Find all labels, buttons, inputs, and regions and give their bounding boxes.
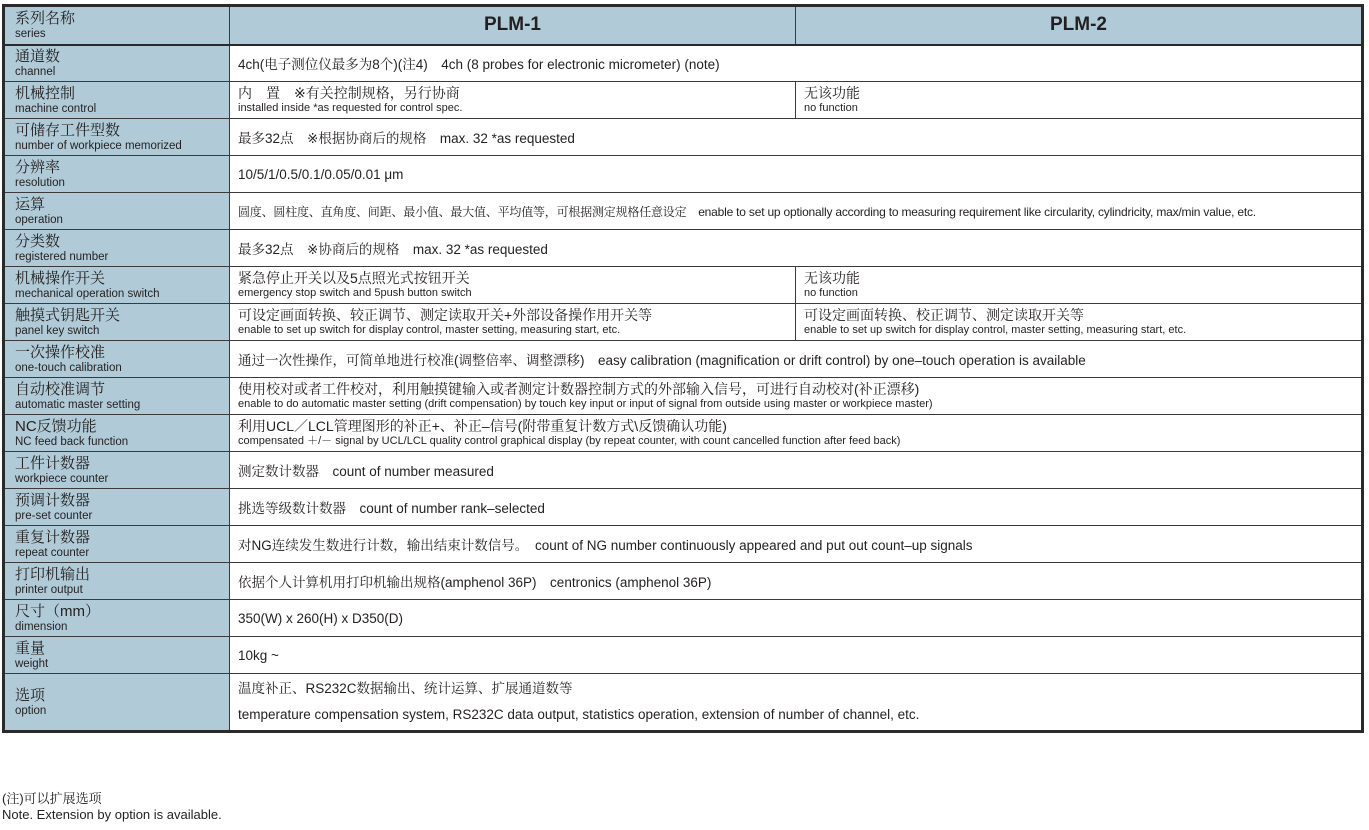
label-cn: 预调计数器 xyxy=(15,491,91,509)
header-row xyxy=(4,6,1363,45)
table-row xyxy=(4,600,1363,637)
table-row xyxy=(4,45,1363,82)
row-value: 最多32点 ※协商后的规格 max. 32 *as requested xyxy=(230,230,1363,267)
table-row xyxy=(4,378,1363,415)
table-row xyxy=(4,193,1363,230)
label-cn: 工件计数器 xyxy=(15,454,91,472)
value-cn: 内 置 ※有关控制规格，另行协商 xyxy=(238,85,460,101)
label-en: series xyxy=(15,27,46,40)
row-label xyxy=(4,304,230,341)
label-cn: 系列名称 xyxy=(15,9,76,27)
row-value xyxy=(230,674,1363,732)
value-cn: 无该功能 xyxy=(804,270,860,286)
label-cn: 重复计数器 xyxy=(15,528,91,546)
footnote-cn: (注)可以扩展选项 xyxy=(2,791,102,806)
label-cn: 运算 xyxy=(15,195,46,213)
table-row xyxy=(4,119,1363,156)
table-row xyxy=(4,230,1363,267)
row-value: 依据个人计算机用打印机输出规格(amphenol 36P) centronics (amphenol 36P) xyxy=(230,563,1363,600)
label-cn: 一次操作校准 xyxy=(15,343,106,361)
row-label xyxy=(4,563,230,600)
label-en: resolution xyxy=(15,176,65,189)
label-en: workpiece counter xyxy=(15,472,109,485)
row-value: 对NG连续发生数进行计数，输出结束计数信号。 count of NG number continuously appeared and put out count–up signals xyxy=(230,526,1363,563)
value-en: no function xyxy=(804,102,858,114)
table-row xyxy=(4,452,1363,489)
plm1-value xyxy=(230,82,796,119)
label-cn: 分辨率 xyxy=(15,158,61,176)
value-en: installed inside *as requested for control spec. xyxy=(238,102,463,114)
row-label xyxy=(4,267,230,304)
row-value: 350(W) x 260(H) x D350(D) xyxy=(230,600,1363,637)
table-row xyxy=(4,304,1363,341)
label-en: option xyxy=(15,704,47,717)
row-label xyxy=(4,600,230,637)
table-row xyxy=(4,526,1363,563)
value-cn: 可设定画面转换、较正调节、测定读取开关+外部设备操作用开关等 xyxy=(238,307,653,323)
table-row xyxy=(4,415,1363,452)
value-en: enable to set up switch for display control, master setting, measuring start, etc. xyxy=(238,324,621,336)
table-row xyxy=(4,341,1363,378)
table-row xyxy=(4,489,1363,526)
row-value: 10/5/1/0.5/0.1/0.05/0.01 μm xyxy=(230,156,1363,193)
table-row xyxy=(4,674,1363,732)
value-en: no function xyxy=(804,287,858,299)
row-value: 通过一次性操作，可简单地进行校准(调整倍率、调整漂移) easy calibration (magnification or drift control) by one–touch operation is available xyxy=(230,341,1363,378)
row-value: 10kg ~ xyxy=(230,637,1363,674)
row-label xyxy=(4,415,230,452)
label-cn: 机械控制 xyxy=(15,84,76,102)
row-label xyxy=(4,45,230,82)
value-en: compensated ＋/－ signal by UCL/LCL quality control graphical display (by repeat counter, with count cancelled function after feed back) xyxy=(238,435,901,447)
value-cn: 利用UCL／LCL管理图形的补正+、补正–信号(附带重复计数方式\反馈确认功能) xyxy=(238,418,727,434)
row-label xyxy=(4,637,230,674)
label-cn: 自动校准调节 xyxy=(15,380,106,398)
plm2-value xyxy=(796,82,1363,119)
label-cn: 选项 xyxy=(15,686,46,704)
label-cn: 重量 xyxy=(15,639,46,657)
row-label xyxy=(4,230,230,267)
row-label xyxy=(4,674,230,732)
label-cn: 尺寸（mm） xyxy=(15,602,100,620)
row-label xyxy=(4,156,230,193)
value-cn: 使用校对或者工件校对，利用触摸键输入或者测定计数器控制方式的外部输入信号，可进行自动校对(补正漂移) xyxy=(238,381,920,397)
footnote xyxy=(2,791,222,823)
row-label xyxy=(4,526,230,563)
row-label xyxy=(4,489,230,526)
label-en: operation xyxy=(15,213,63,226)
label-en: one-touch calibration xyxy=(15,361,122,374)
plm1-value xyxy=(230,304,796,341)
footnote-en: Note. Extension by option is available. xyxy=(2,807,222,822)
series-label-cell xyxy=(4,6,230,45)
row-label xyxy=(4,119,230,156)
row-value: 挑选等级数计数器 count of number rank–selected xyxy=(230,489,1363,526)
label-en: weight xyxy=(15,657,49,670)
label-en: printer output xyxy=(15,583,83,596)
row-value: 圆度、圆柱度、直角度、间距、最小值、最大值、平均值等，可根据测定规格任意设定 enable to set up optionally according to measuring requirement like circularity, cylindricity, max/min value, etc. xyxy=(230,193,1363,230)
label-cn: 触摸式钥匙开关 xyxy=(15,306,121,324)
label-en: pre-set counter xyxy=(15,509,93,522)
value-cn: 紧急停止开关以及5点照光式按钮开关 xyxy=(238,270,470,286)
value-cn: 可设定画面转换、校正调节、测定读取开关等 xyxy=(804,307,1084,323)
row-label xyxy=(4,82,230,119)
row-label xyxy=(4,378,230,415)
value-en: enable to set up switch for display control, master setting, measuring start, etc. xyxy=(804,324,1187,336)
value-cn: 温度补正、RS232C数据输出、统计运算、扩展通道数等 xyxy=(238,681,573,696)
label-en: NC feed back function xyxy=(15,435,129,448)
label-cn: 通道数 xyxy=(15,47,61,65)
plm2-value xyxy=(796,304,1363,341)
value-cn: 无该功能 xyxy=(804,85,860,101)
label-en: mechanical operation switch xyxy=(15,287,160,300)
row-label xyxy=(4,341,230,378)
table-row xyxy=(4,267,1363,304)
table-row xyxy=(4,637,1363,674)
row-value: 最多32点 ※根据协商后的规格 max. 32 *as requested xyxy=(230,119,1363,156)
value-en: enable to do automatic master setting (drift compensation) by touch key input or input of signal from outside using master or workpiece master) xyxy=(238,398,933,410)
table-row xyxy=(4,82,1363,119)
label-en: number of workpiece memorized xyxy=(15,139,182,152)
row-value: 4ch(电子测位仪最多为8个)(注4) 4ch (8 probes for electronic micrometer) (note) xyxy=(230,45,1363,82)
label-en: repeat counter xyxy=(15,546,90,559)
label-cn: 分类数 xyxy=(15,232,61,250)
label-en: channel xyxy=(15,65,56,78)
row-label xyxy=(4,452,230,489)
column-header-plm-1: PLM-1 xyxy=(230,6,796,45)
row-value xyxy=(230,415,1363,452)
plm1-value xyxy=(230,267,796,304)
label-en: automatic master setting xyxy=(15,398,141,411)
row-value: 测定数计数器 count of number measured xyxy=(230,452,1363,489)
label-en: machine control xyxy=(15,102,97,115)
column-header-plm-2: PLM-2 xyxy=(796,6,1363,45)
spec-table xyxy=(2,4,1364,733)
label-cn: NC反馈功能 xyxy=(15,417,97,435)
label-en: registered number xyxy=(15,250,109,263)
value-en: temperature compensation system, RS232C data output, statistics operation, extension of number of channel, etc. xyxy=(238,707,920,722)
label-cn: 打印机输出 xyxy=(15,565,91,583)
plm2-value xyxy=(796,267,1363,304)
label-cn: 机械操作开关 xyxy=(15,269,106,287)
label-en: panel key switch xyxy=(15,324,100,337)
value-en: emergency stop switch and 5push button switch xyxy=(238,287,472,299)
row-label xyxy=(4,193,230,230)
table-row xyxy=(4,563,1363,600)
row-value xyxy=(230,378,1363,415)
label-cn: 可储存工件型数 xyxy=(15,121,121,139)
table-row xyxy=(4,156,1363,193)
label-en: dimension xyxy=(15,620,68,633)
